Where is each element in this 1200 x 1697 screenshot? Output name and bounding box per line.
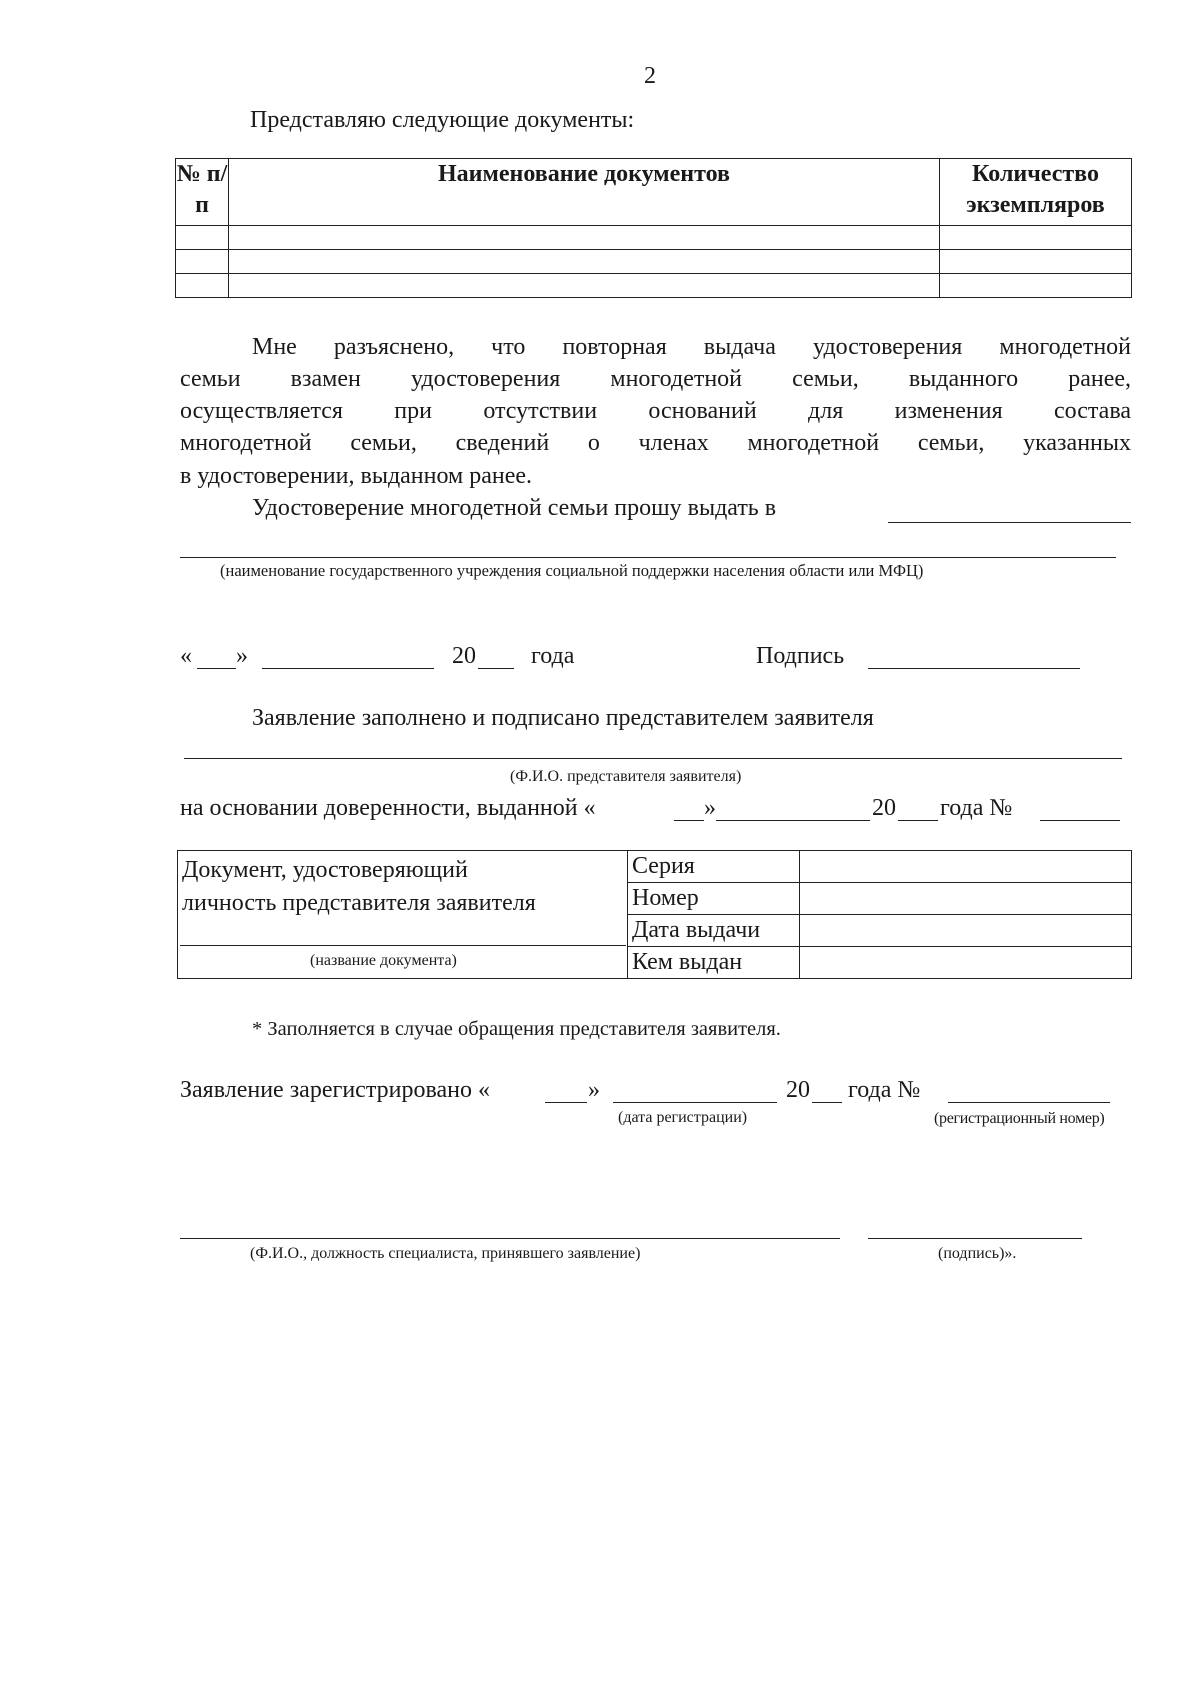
id-field-label-issue-date: Дата выдачи [628,915,800,947]
representative-statement: Заявление заполнено и подписано представителем заявителя [252,705,874,731]
issue-request: Удостоверение многодетной семьи прошу выдать в [252,495,777,521]
row-name-cell[interactable] [229,250,940,274]
signature-label: Подпись [756,643,845,669]
row-num-cell[interactable] [176,226,229,250]
registration-year-suffix: года № [848,1077,921,1103]
id-field-value-issue-date[interactable] [800,915,1132,947]
specialist-field[interactable] [180,1238,840,1239]
id-document-label-line-1: Документ, удостоверяющий [182,857,468,883]
id-field-label-number: Номер [628,883,800,915]
registration-day-field[interactable] [545,1102,587,1103]
registration-year-prefix: 20 [786,1077,810,1103]
issue-place-field-line-1[interactable] [888,522,1131,523]
registration-number-field[interactable] [948,1102,1110,1103]
explanation-line-5: в удостоверении, выданном ранее. [180,463,533,489]
page-number: 2 [644,63,656,89]
table-row [176,250,1132,274]
row-count-cell[interactable] [940,226,1132,250]
poa-year-suffix: года № [940,795,1013,821]
specialist-signature-caption: (подпись)». [938,1245,1017,1262]
documents-intro: Представляю следующие документы: [250,107,635,133]
documents-table [175,158,1132,298]
explanation-line-3: осуществляется при отсутствии оснований для изменения состава [180,398,1131,424]
row-count-cell[interactable] [940,250,1132,274]
registration-label: Заявление зарегистрировано « [180,1077,490,1103]
table-row [178,851,1132,883]
registration-close-quote: » [588,1077,600,1103]
date-year-word: года [531,643,575,669]
id-field-label-issued-by: Кем выдан [628,947,800,979]
explanation-line-1: Мне разъяснено, что повторная выдача удостоверения многодетной [252,334,1131,360]
id-document-label-cell [178,851,628,979]
id-field-value-series[interactable] [800,851,1132,883]
header-count: Количество экземпляров [940,159,1132,226]
id-field-value-issued-by[interactable] [800,947,1132,979]
id-document-name-field[interactable] [180,945,626,946]
specialist-caption: (Ф.И.О., должность специалиста, принявшего заявление) [250,1245,641,1262]
row-num-cell[interactable] [176,250,229,274]
representative-name-caption: (Ф.И.О. представителя заявителя) [510,768,742,785]
id-document-table [177,850,1132,979]
signature-field[interactable] [868,668,1080,669]
id-field-value-number[interactable] [800,883,1132,915]
documents-table-header [176,159,1132,226]
representative-name-field[interactable] [184,758,1122,759]
date-month-field[interactable] [262,668,434,669]
registration-month-field[interactable] [613,1102,777,1103]
row-name-cell[interactable] [229,274,940,298]
date-year-prefix: 20 [452,643,476,669]
registration-number-caption: (регистрационный номер) [934,1110,1105,1127]
id-document-name-caption: (название документа) [310,952,457,969]
poa-year-field[interactable] [898,820,938,821]
poa-year-prefix: 20 [872,795,896,821]
poa-day-field[interactable] [674,820,704,821]
header-name: Наименование документов [229,159,940,226]
registration-year-field[interactable] [812,1102,842,1103]
date-day-field[interactable] [197,668,236,669]
header-num: № п/п [176,159,229,226]
registration-date-caption: (дата регистрации) [618,1109,748,1126]
explanation-line-2: семьи взамен удостоверения многодетной семьи, выданного ранее, [180,366,1131,392]
table-row [176,226,1132,250]
explanation-line-4: многодетной семьи, сведений о членах многодетной семьи, указанных [180,430,1131,456]
specialist-signature-field[interactable] [868,1238,1082,1239]
row-count-cell[interactable] [940,274,1132,298]
issue-place-caption: (наименование государственного учреждения социальной поддержки населения области или МФЦ) [220,561,924,580]
date-year-field[interactable] [478,668,514,669]
poa-text: на основании доверенности, выданной « [180,795,596,821]
id-field-label-series: Серия [628,851,800,883]
row-num-cell[interactable] [176,274,229,298]
table-row [176,274,1132,298]
id-document-label-line-2: личность представителя заявителя [182,890,536,916]
row-name-cell[interactable] [229,226,940,250]
issue-place-field-line-2[interactable] [180,557,1116,558]
date-open-quote: « [180,643,192,669]
poa-month-field[interactable] [716,820,870,821]
footnote: * Заполняется в случае обращения представителя заявителя. [252,1018,781,1040]
poa-close-quote: » [704,795,716,821]
poa-number-field[interactable] [1040,820,1120,821]
date-close-quote: » [236,643,248,669]
